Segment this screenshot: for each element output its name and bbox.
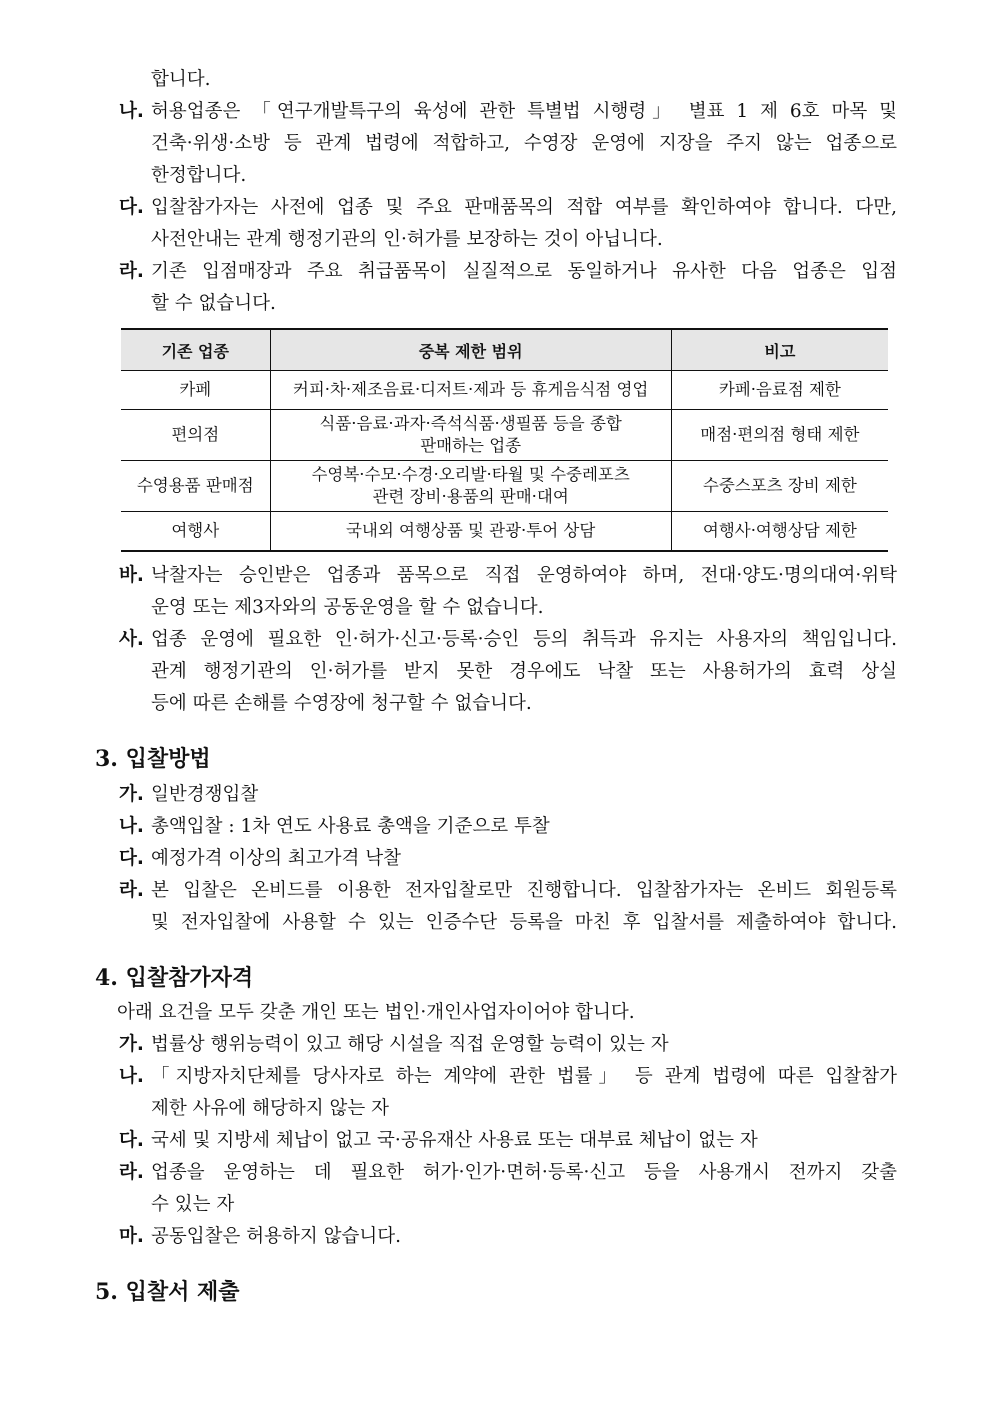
item-text: 일반경쟁입찰 xyxy=(151,784,259,805)
cell-scope: 국내외 여행상품 및 관광·투어 상담 xyxy=(270,512,671,551)
cell-scope: 커피·차·제조음료·디저트·제과 등 휴게음식점 영업 xyxy=(270,371,671,410)
item-text: 관계 행정기관의 인·허가를 받지 못한 경우에도 낙찰 또는 사용허가의 효력 상실 xyxy=(151,661,897,682)
cell-scope: 식품·음료·과자·즉석식품·생필품 등을 종합 판매하는 업종 xyxy=(270,410,671,461)
cell-type: 카페 xyxy=(121,371,270,410)
item-text: 낙찰자는 승인받은 업종과 품목으로 직접 운영하여야 하며, 전대·양도·명의대여·위탁 xyxy=(151,565,897,586)
item-label: 다. xyxy=(119,1130,144,1151)
item-text: 본 입찰은 온비드를 이용한 전자입찰로만 진행합니다. 입찰참가자는 온비드 회원등록 xyxy=(151,880,897,901)
table-row xyxy=(121,512,888,551)
column-header-note: 비고 xyxy=(671,329,888,371)
cell-type: 여행사 xyxy=(121,512,270,551)
item-label: 사. xyxy=(119,629,144,650)
item-text: 기존 입점매장과 주요 취급품목이 실질적으로 동일하거나 유사한 다음 업종은 입점 xyxy=(151,261,897,282)
item-text: 입찰참가자는 사전에 업종 및 주요 판매품목의 적합 여부를 확인하여야 합니다. 다만, xyxy=(151,197,897,218)
item-label: 다. xyxy=(119,848,144,869)
section-intro: 아래 요건을 모두 갖춘 개인 또는 법인·개인사업자이어야 합니다. xyxy=(117,1002,635,1023)
column-header-scope: 중복 제한 범위 xyxy=(270,329,671,371)
item-text: 공동입찰은 허용하지 않습니다. xyxy=(151,1226,401,1247)
cell-note: 카페·음료점 제한 xyxy=(671,371,888,410)
item-text: 등에 따른 손해를 수영장에 청구할 수 없습니다. xyxy=(151,693,532,714)
item-text: 운영 또는 제3자와의 공동운영을 할 수 없습니다. xyxy=(151,597,544,618)
item-label: 나. xyxy=(119,816,144,837)
item-label: 나. xyxy=(119,1066,144,1087)
item-text: 「지방자치단체를 당사자로 하는 계약에 관한 법률」 등 관계 법령에 따른 입찰참가 xyxy=(151,1066,897,1087)
item-text: 총액입찰 : 1차 연도 사용료 총액을 기준으로 투찰 xyxy=(151,816,550,837)
cell-note: 수중스포츠 장비 제한 xyxy=(671,461,888,512)
item-text: 한정합니다. xyxy=(151,165,247,186)
item-text: 할 수 없습니다. xyxy=(151,293,276,314)
cell-type: 편의점 xyxy=(121,410,270,461)
item-label: 가. xyxy=(119,1034,144,1055)
cell-note: 여행사·여행상담 제한 xyxy=(671,512,888,551)
cell-note: 매점·편의점 형태 제한 xyxy=(671,410,888,461)
cell-scope: 수영복·수모·수경·오리발·타월 및 수중레포츠 관련 장비·용품의 판매·대여 xyxy=(270,461,671,512)
continuation-text: 합니다. xyxy=(151,69,211,90)
item-text: 제한 사유에 해당하지 않는 자 xyxy=(151,1098,389,1119)
item-label: 가. xyxy=(119,784,144,805)
overlap-restriction-table xyxy=(121,328,888,552)
table-row xyxy=(121,461,888,512)
item-label: 마. xyxy=(119,1226,144,1247)
item-text: 허용업종은 「연구개발특구의 육성에 관한 특별법 시행령」 별표 1 제 6호 마목 및 xyxy=(151,101,897,122)
section-heading: 5. 입찰서 제출 xyxy=(95,1279,240,1305)
item-text: 예정가격 이상의 최고가격 낙찰 xyxy=(151,848,401,869)
item-label: 다. xyxy=(119,197,144,218)
item-text: 수 있는 자 xyxy=(151,1194,235,1215)
table-row xyxy=(121,371,888,410)
item-label: 라. xyxy=(119,880,144,901)
item-text: 건축·위생·소방 등 관계 법령에 적합하고, 수영장 운영에 지장을 주지 않는 업종으로 xyxy=(151,133,897,154)
item-label: 라. xyxy=(119,261,144,282)
table-header-row xyxy=(121,329,888,371)
item-label: 라. xyxy=(119,1162,144,1183)
item-label: 나. xyxy=(119,101,144,122)
item-text: 및 전자입찰에 사용할 수 있는 인증수단 등록을 마친 후 입찰서를 제출하여야 합니다. xyxy=(151,912,897,933)
item-text: 법률상 행위능력이 있고 해당 시설을 직접 운영할 능력이 있는 자 xyxy=(151,1034,669,1055)
item-label: 바. xyxy=(119,565,144,586)
item-text: 국세 및 지방세 체납이 없고 국·공유재산 사용료 또는 대부료 체납이 없는 자 xyxy=(151,1130,758,1151)
table-row xyxy=(121,410,888,461)
item-text: 업종을 운영하는 데 필요한 허가·인가·면허·등록·신고 등을 사용개시 전까지 갖출 xyxy=(151,1162,897,1183)
item-text: 사전안내는 관계 행정기관의 인·허가를 보장하는 것이 아닙니다. xyxy=(151,229,663,250)
column-header-type: 기존 업종 xyxy=(121,329,270,371)
cell-type: 수영용품 판매점 xyxy=(121,461,270,512)
section-heading: 4. 입찰참가자격 xyxy=(95,965,254,991)
item-text: 업종 운영에 필요한 인·허가·신고·등록·승인 등의 취득과 유지는 사용자의 책임입니다. xyxy=(151,629,897,650)
section-heading: 3. 입찰방법 xyxy=(95,746,211,772)
